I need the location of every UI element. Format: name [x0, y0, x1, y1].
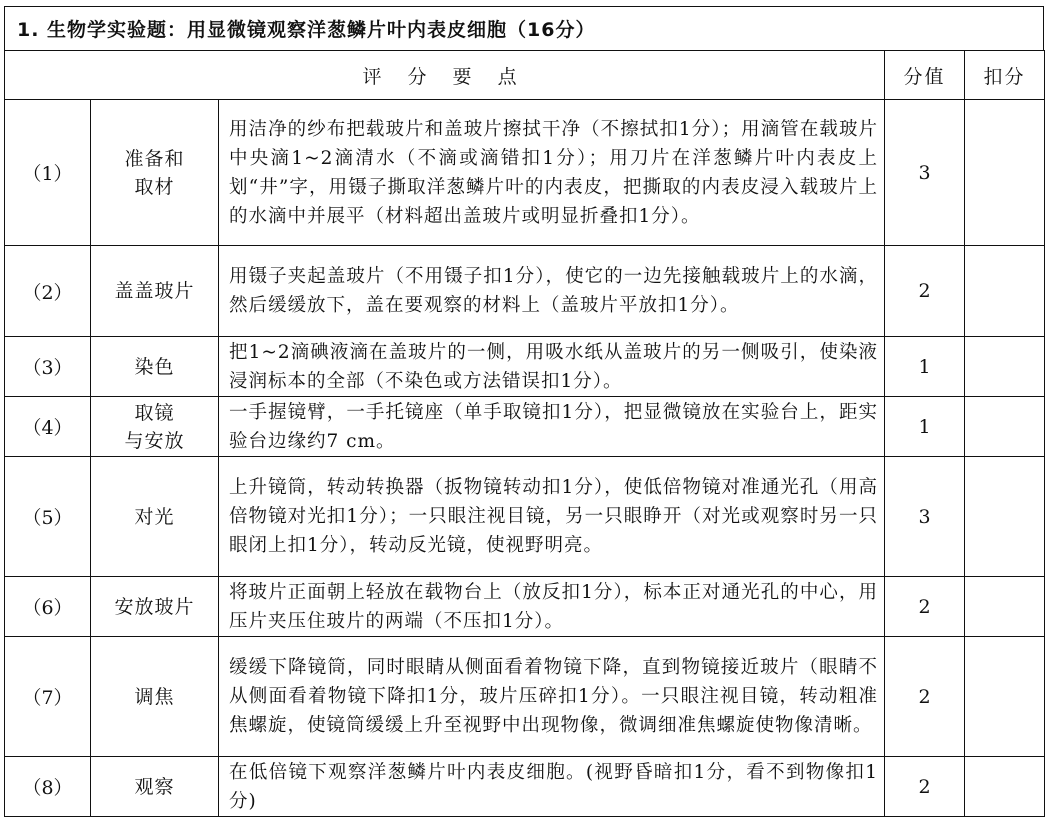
table-row [5, 457, 1045, 577]
row-number: （4） [5, 397, 91, 457]
row-number: （7） [5, 637, 91, 757]
step-description: 用洁净的纱布把载玻片和盖玻片擦拭干净（不擦拭扣1分）；用滴管在载玻片中央滴1~2滴清水（不滴或滴错扣1分）；用刀片在洋葱鳞片叶内表皮上划“井”字，用镊子撕取洋葱鳞片叶的内表皮，把撕取的内表皮浸入载玻片上的水滴中并展平（材料超出盖玻片或明显折叠扣1分）。 [219, 100, 885, 246]
scoring-table [4, 50, 1045, 817]
score-value: 3 [885, 457, 965, 577]
step-name-line: 安放玻片 [114, 595, 195, 618]
score-value: 2 [885, 577, 965, 637]
deduct-cell[interactable] [965, 246, 1045, 337]
step-description: 在低倍镜下观察洋葱鳞片叶内表皮细胞。(视野昏暗扣1分，看不到物像扣1分) [219, 757, 885, 817]
table-row [5, 397, 1045, 457]
table-row [5, 100, 1045, 246]
step-name-line: 取材 [134, 175, 175, 198]
step-name-line: 调焦 [134, 685, 175, 708]
step-description: 将玻片正面朝上轻放在载物台上（放反扣1分），标本正对通光孔的中心，用压片夹压住玻片的两端（不压扣1分）。 [219, 577, 885, 637]
row-number: （2） [5, 246, 91, 337]
step-name-line: 准备和 [124, 147, 185, 170]
deduct-cell[interactable] [965, 637, 1045, 757]
table-row [5, 577, 1045, 637]
score-value: 3 [885, 100, 965, 246]
question-title: 1. 生物学实验题：用显微镜观察洋葱鳞片叶内表皮细胞（16分） [4, 6, 1044, 51]
step-name-line: 取镜 [134, 401, 175, 424]
header-score: 分值 [885, 51, 965, 100]
row-number: （1） [5, 100, 91, 246]
deduct-cell[interactable] [965, 100, 1045, 246]
table-header-row [5, 51, 1045, 100]
step-name-line: 观察 [134, 775, 175, 798]
score-value: 1 [885, 337, 965, 397]
step-name-line: 与安放 [124, 429, 185, 452]
score-value: 2 [885, 246, 965, 337]
step-name-line: 对光 [134, 505, 175, 528]
step-name [91, 757, 219, 817]
step-name [91, 577, 219, 637]
deduct-cell[interactable] [965, 397, 1045, 457]
header-deduct: 扣分 [965, 51, 1045, 100]
score-value: 2 [885, 637, 965, 757]
score-value: 2 [885, 757, 965, 817]
step-name-line: 盖盖玻片 [114, 280, 195, 302]
table-row [5, 246, 1045, 337]
row-number: （5） [5, 457, 91, 577]
step-name [91, 637, 219, 757]
step-name [91, 457, 219, 577]
step-description: 缓缓下降镜筒，同时眼睛从侧面看着物镜下降，直到物镜接近玻片（眼睛不从侧面看着物镜下降扣1分，玻片压碎扣1分）。一只眼注视目镜，转动粗准焦螺旋，使镜筒缓缓上升至视野中出现物像，微调细准焦螺旋使物像清晰。 [219, 637, 885, 757]
score-value: 1 [885, 397, 965, 457]
step-description: 用镊子夹起盖玻片（不用镊子扣1分），使它的一边先接触载玻片上的水滴，然后缓缓放下，盖在要观察的材料上（盖玻片平放扣1分）。 [219, 246, 885, 337]
step-name-line: 染色 [134, 355, 175, 378]
deduct-cell[interactable] [965, 577, 1045, 637]
deduct-cell[interactable] [965, 337, 1045, 397]
row-number: （8） [5, 757, 91, 817]
scoring-sheet [4, 6, 1044, 814]
step-name [91, 246, 219, 337]
header-scoring-points: 评 分 要 点 [5, 51, 885, 100]
row-number: （3） [5, 337, 91, 397]
row-number: （6） [5, 577, 91, 637]
step-name [91, 100, 219, 246]
deduct-cell[interactable] [965, 757, 1045, 817]
table-row [5, 337, 1045, 397]
step-description: 一手握镜臂，一手托镜座（单手取镜扣1分），把显微镜放在实验台上，距实验台边缘约7 cm。 [219, 397, 885, 457]
step-name [91, 337, 219, 397]
step-description: 上升镜筒，转动转换器（扳物镜转动扣1分），使低倍物镜对准通光孔（用高倍物镜对光扣1分）；一只眼注视目镜，另一只眼睁开（对光或观察时另一只眼闭上扣1分），转动反光镜，使视野明亮。 [219, 457, 885, 577]
step-name [91, 397, 219, 457]
table-row [5, 637, 1045, 757]
deduct-cell[interactable] [965, 457, 1045, 577]
table-row [5, 757, 1045, 817]
step-description: 把1~2滴碘液滴在盖玻片的一侧，用吸水纸从盖玻片的另一侧吸引，使染液浸润标本的全部（不染色或方法错误扣1分）。 [219, 337, 885, 397]
